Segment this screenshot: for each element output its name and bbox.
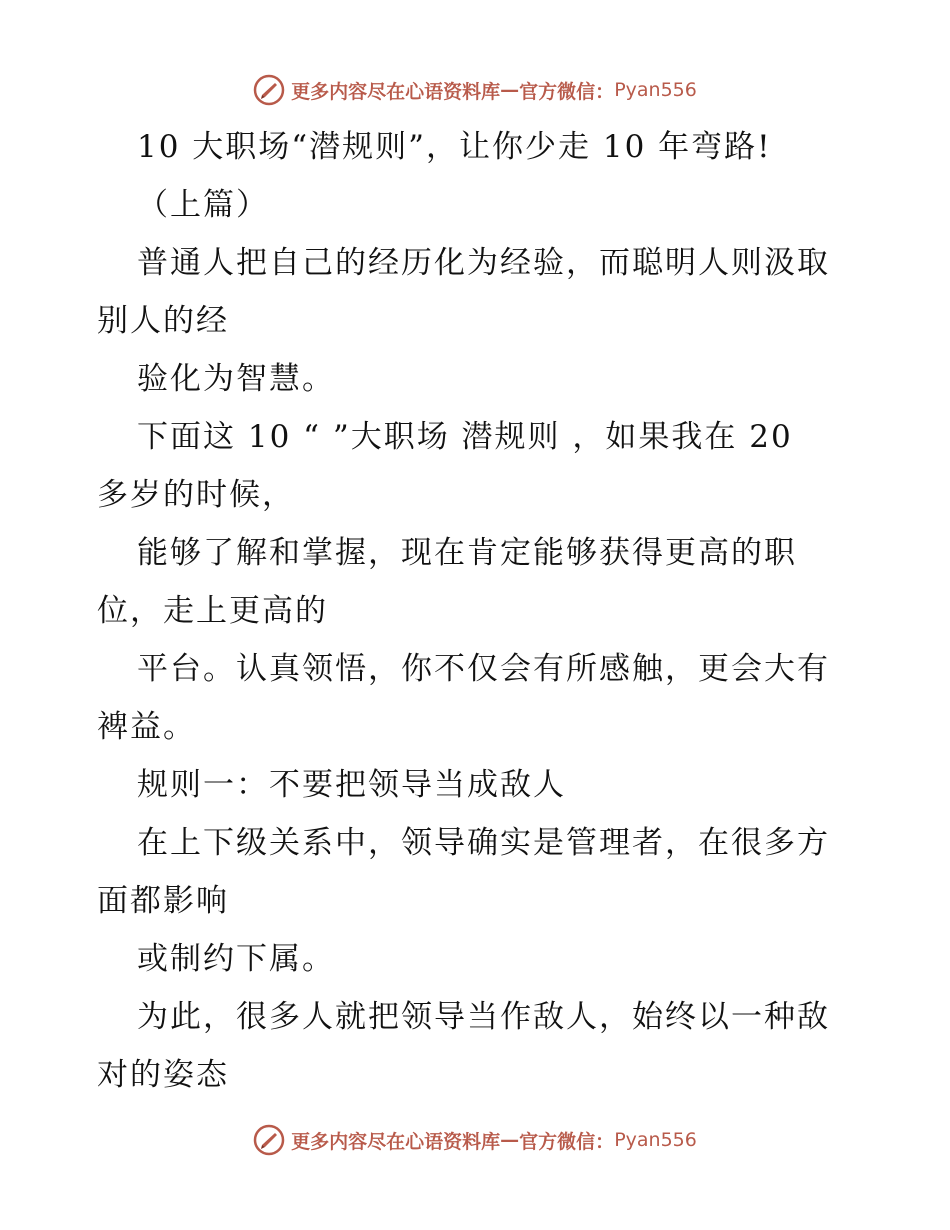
brand-logo-icon [253,74,285,106]
watermark-label: 官方微信： [519,1130,615,1153]
watermark-dash: — [500,79,520,101]
text-line: 规则一：不要把领导当成敌人 [137,767,566,803]
text-line: 能够了解和掌握，现在肯定能够获得更高的职 [137,535,797,571]
text-line: 裨益。 [97,709,196,745]
text-line: 面都影响 [97,883,229,919]
watermark-site: 更多内容尽在心语资料库 [291,80,501,103]
brand-logo-icon [253,1124,285,1156]
text-line: 位，走上更高的 [97,593,328,629]
header-watermark [0,70,950,110]
watermark-wechat-id: Pyan556 [614,79,697,101]
text-line: 或制约下属。 [137,941,335,977]
text-line: 平台。认真领悟，你不仅会有所感触，更会大有 [137,651,830,687]
text-line: 多岁的时候， [97,477,295,513]
text-line: 别人的经 [97,303,229,339]
watermark-site: 更多内容尽在心语资料库 [291,1130,501,1153]
text-line: （上篇） [137,187,269,223]
watermark-wechat-id: Pyan556 [614,1129,697,1151]
text-line: 对的姿态 [97,1057,229,1093]
text-line: 为此，很多人就把领导当作敌人，始终以一种敌 [137,999,830,1035]
text-line: 验化为智慧。 [137,361,335,397]
text-line: 10 大职场“潜规则”，让你少走 10 年弯路! [137,129,772,165]
text-line: 在上下级关系中，领导确实是管理者，在很多方 [137,825,830,861]
watermark-label: 官方微信： [519,80,615,103]
watermark-dash: — [500,1129,520,1151]
footer-watermark [0,1120,950,1160]
text-line: 普通人把自己的经历化为经验，而聪明人则汲取 [137,245,830,281]
text-line: 下面这 10 “ ”大职场 潜规则 ，如果我在 20 [137,419,793,455]
document-body [97,118,867,1104]
